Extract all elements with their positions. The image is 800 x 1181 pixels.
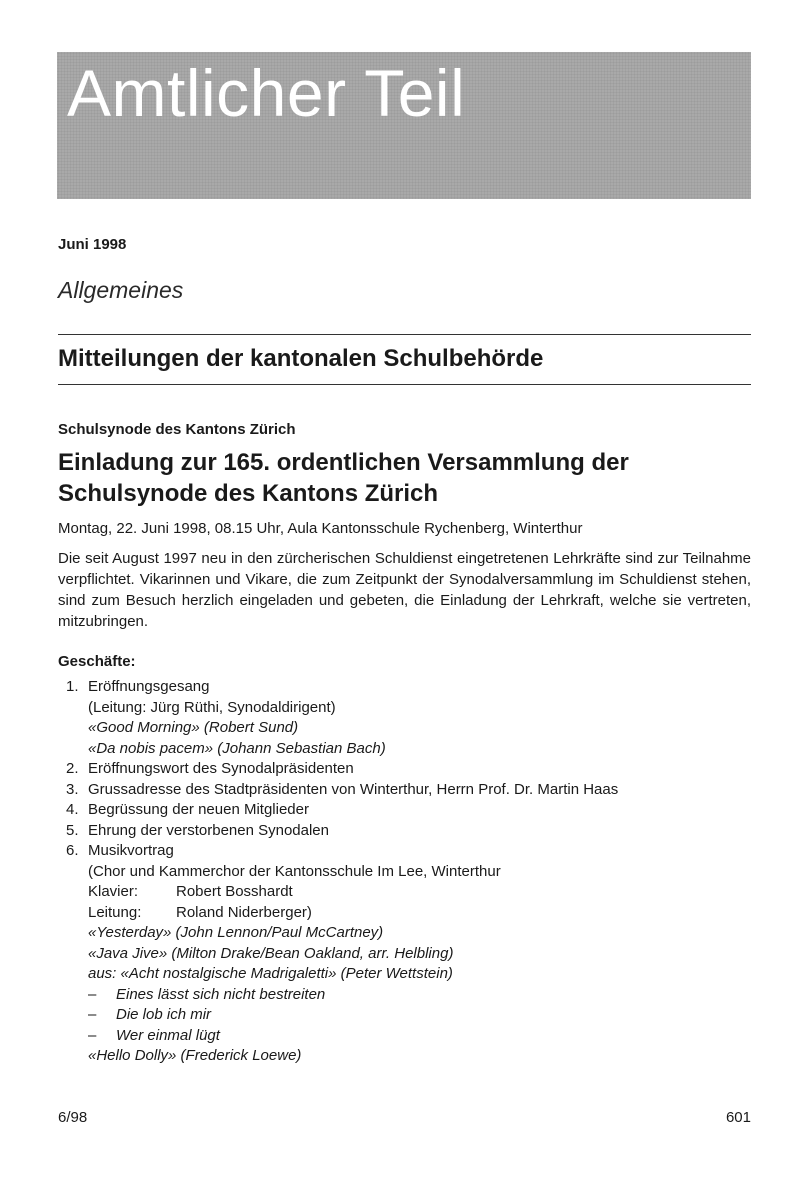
role-value: Roland Niderberger) <box>176 903 312 921</box>
item-number: 4. <box>66 801 79 818</box>
agenda-list <box>58 677 751 1067</box>
item-title: Ehrung der verstorbenen Synodalen <box>88 821 329 839</box>
song-title: «Java Jive» (Milton Drake/Bean Oakland, arr. Helbling) <box>88 944 454 962</box>
page-heading: Mitteilungen der kantonalen Schulbehörde <box>58 345 544 372</box>
item-title: Begrüssung der neuen Mitglieder <box>88 801 309 818</box>
list-item-detail <box>58 698 751 719</box>
list-item-detail <box>58 739 751 760</box>
list-item-detail <box>58 882 751 903</box>
role-value: Robert Bosshardt <box>176 883 293 900</box>
song-title: «Hello Dolly» (Frederick Loewe) <box>88 1047 302 1064</box>
list-item-detail <box>58 1046 751 1067</box>
list-item <box>58 841 751 862</box>
event-datetime: Montag, 22. Juni 1998, 08.15 Uhr, Aula Kantonsschule Rychenberg, Winterthur <box>58 520 583 537</box>
item-detail: (Chor und Kammerchor der Kantonsschule Im Lee, Winterthur <box>88 862 501 880</box>
article-title <box>58 447 751 509</box>
song-title: Wer einmal lügt <box>116 1026 220 1044</box>
list-item-detail <box>58 862 751 883</box>
list-item <box>58 780 751 801</box>
list-item <box>58 821 751 842</box>
item-number: 5. <box>66 821 79 839</box>
divider-bottom <box>58 384 751 385</box>
list-item-sub <box>58 1005 751 1026</box>
role-label: Leitung: <box>88 903 142 921</box>
list-item-detail <box>58 923 751 944</box>
item-title: Musikvortrag <box>88 842 174 859</box>
item-number: 1. <box>66 678 79 695</box>
divider-top <box>58 334 751 335</box>
dash-marker: – <box>88 985 97 1003</box>
item-title: Grussadresse des Stadtpräsidenten von Winterthur, Herrn Prof. Dr. Martin Haas <box>88 780 619 798</box>
agenda-heading: Geschäfte: <box>58 653 136 670</box>
list-item <box>58 677 751 698</box>
list-item-detail <box>58 964 751 985</box>
organization-label: Schulsynode des Kantons Zürich <box>58 421 296 438</box>
item-number: 6. <box>66 842 79 859</box>
dash-marker: – <box>88 1026 97 1044</box>
section-title: Allgemeines <box>58 277 184 303</box>
item-title: Eröffnungswort des Synodalpräsidenten <box>88 760 354 777</box>
list-item-sub <box>58 985 751 1006</box>
list-item <box>58 759 751 780</box>
banner-title: Amtlicher Teil <box>67 56 466 130</box>
header-banner <box>57 52 751 199</box>
song-title: «Good Morning» (Robert Sund) <box>88 719 299 736</box>
item-detail: (Leitung: Jürg Rüthi, Synodaldirigent) <box>88 698 336 716</box>
list-item-sub <box>58 1026 751 1047</box>
article-title-line1: Einladung zur 165. ordentlichen Versammlung der <box>58 449 629 476</box>
role-label: Klavier: <box>88 883 139 900</box>
song-title: aus: «Acht nostalgische Madrigaletti» (Peter Wettstein) <box>88 965 453 982</box>
song-title: «Da nobis pacem» (Johann Sebastian Bach) <box>88 739 386 757</box>
page-number: 601 <box>725 1109 751 1126</box>
issue-number: 6/98 <box>58 1109 88 1126</box>
issue-date: Juni 1998 <box>58 236 127 253</box>
list-item-detail <box>58 718 751 739</box>
list-item-detail <box>58 903 751 924</box>
song-title: Eines lässt sich nicht bestreiten <box>116 985 326 1003</box>
item-number: 3. <box>66 780 79 798</box>
item-title: Eröffnungsgesang <box>88 678 210 695</box>
item-number: 2. <box>66 760 79 777</box>
dash-marker: – <box>88 1006 97 1023</box>
song-title: Die lob ich mir <box>116 1006 212 1023</box>
song-title: «Yesterday» (John Lennon/Paul McCartney) <box>88 924 384 941</box>
list-item <box>58 800 751 821</box>
article-title-line2: Schulsynode des Kantons Zürich <box>58 480 439 507</box>
intro-paragraph: Die seit August 1997 neu in den zürcherischen Schuldienst eingetretenen Lehrkräfte sind zur Teilnahme verpflichtet. Vikarinnen und Vikare, die zum Zeitpunkt der Synodalversammlung im Schuldienst stehen, sind zum Besuch herzlich eingeladen und gebeten, die Einladung der Lehrkraft, welche sie vertreten, mitzubringen. <box>58 550 751 630</box>
list-item-detail <box>58 944 751 965</box>
